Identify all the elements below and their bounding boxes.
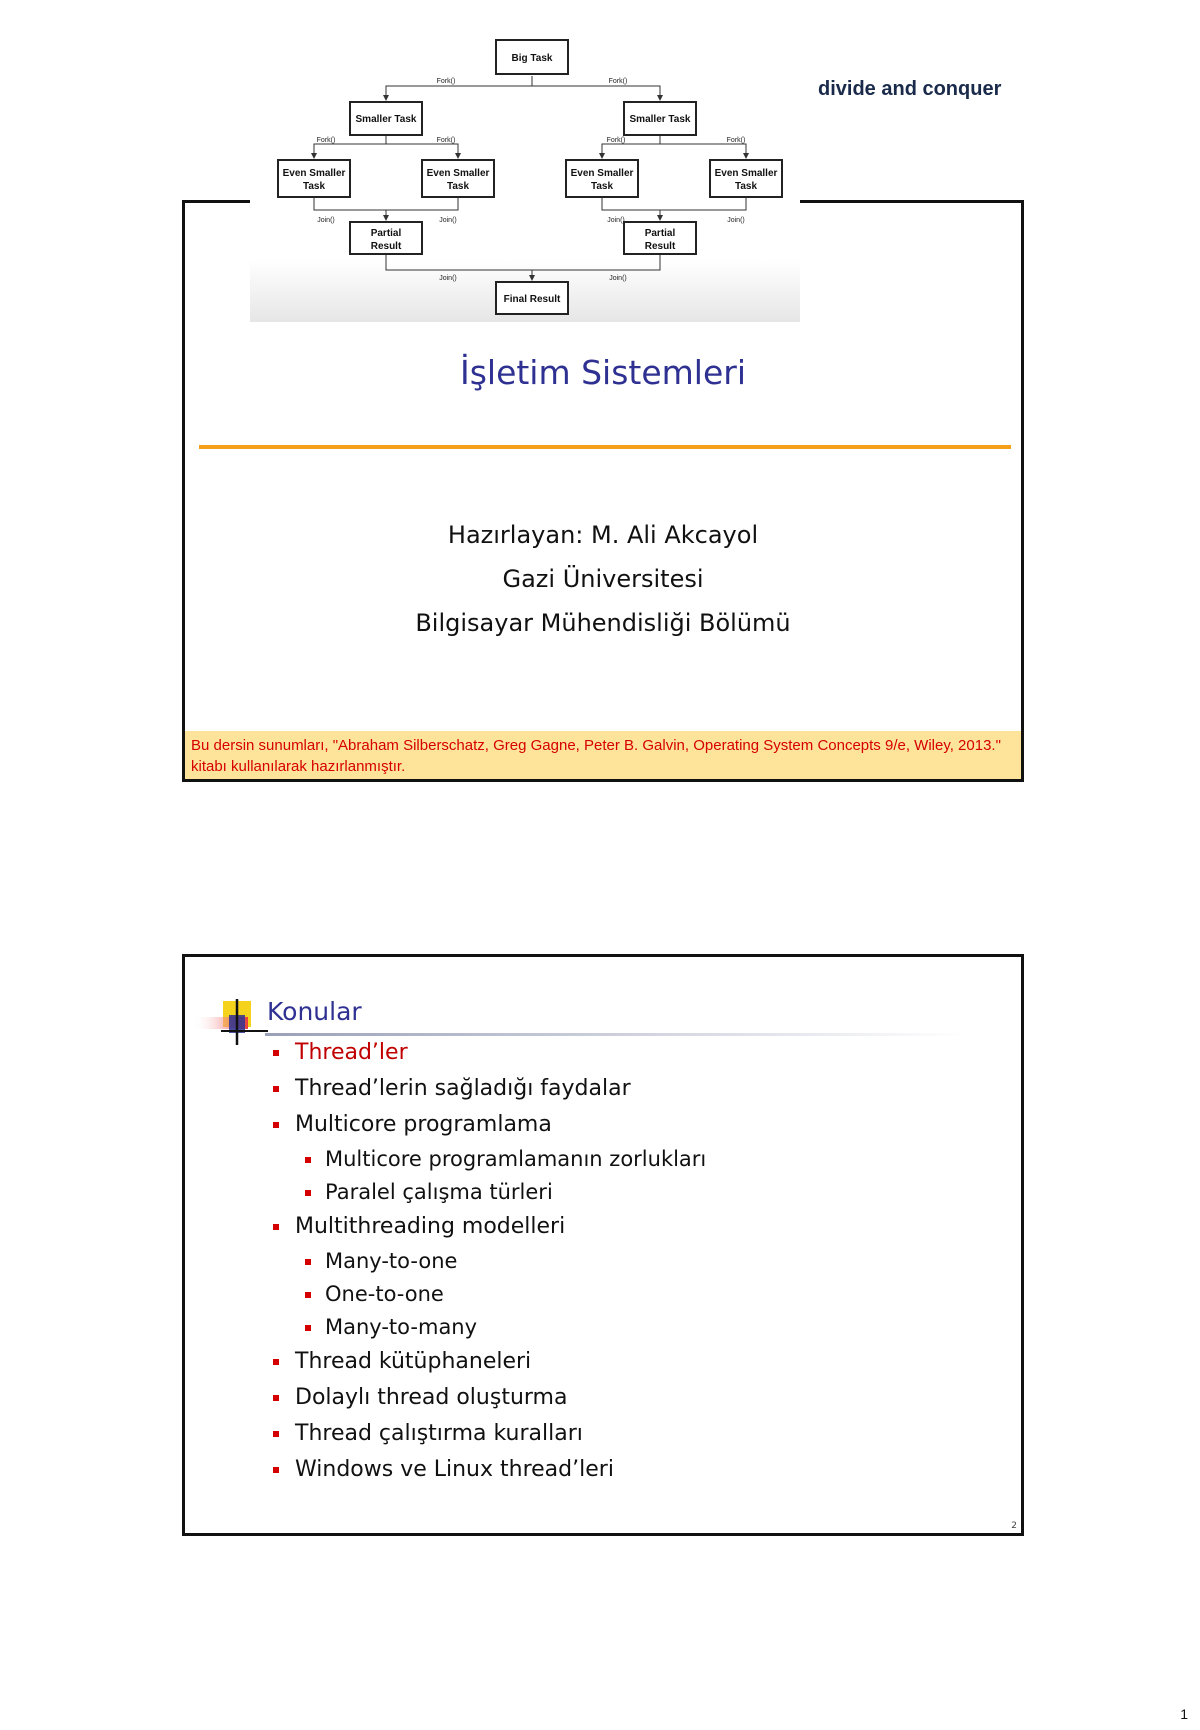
tagline: divide and conquer [818, 78, 1002, 100]
list-item [265, 1035, 706, 1071]
list-item-text: Multicore programlamanın zorlukları [325, 1147, 707, 1171]
list-item-text: Many-to-many [325, 1315, 478, 1339]
list-item [265, 1071, 706, 1107]
list-item [265, 1107, 706, 1143]
node-even-smaller-3-l1: Even Smaller [570, 168, 634, 179]
list-item [265, 1452, 706, 1488]
bullet-icon [273, 1086, 279, 1092]
list-item-text: Multicore programlama [295, 1112, 552, 1137]
department-line: Bilgisayar Mühendisliği Bölümü [415, 609, 791, 637]
bullet-icon [273, 1467, 279, 1473]
list-item-text: Thread’ler [295, 1040, 408, 1065]
slide-title: Konular [267, 997, 362, 1026]
list-item-text: Windows ve Linux thread’leri [295, 1457, 614, 1482]
bullet-icon [273, 1122, 279, 1128]
topic-list [265, 1035, 706, 1488]
edge-label-join: Join() [317, 217, 335, 224]
edge-label-fork: Fork() [606, 137, 626, 144]
node-even-smaller-4-l1: Even Smaller [714, 168, 778, 179]
edge-label-fork: Fork() [608, 78, 628, 85]
bullet-icon [305, 1259, 311, 1265]
node-big-task: Big Task [511, 53, 553, 64]
bullet-icon [273, 1050, 279, 1056]
list-subitem [303, 1176, 706, 1209]
node-even-smaller-2-l2: Task [446, 181, 470, 192]
node-even-smaller-2-l1: Even Smaller [426, 168, 490, 179]
edge-label-fork: Fork() [726, 137, 746, 144]
list-item-text: Dolaylı thread oluşturma [295, 1385, 568, 1410]
list-subitem [303, 1311, 706, 1344]
fork-join-diagram [250, 20, 800, 322]
node-partial-right-l2: Result [644, 241, 676, 252]
list-item-text: Thread’lerin sağladığı faydalar [295, 1076, 631, 1101]
orange-divider [199, 445, 1011, 449]
edge-label-fork: Fork() [436, 78, 456, 85]
bullet-icon [305, 1190, 311, 1196]
node-even-smaller-4-l2: Task [734, 181, 758, 192]
university-line: Gazi Üniversitesi [502, 565, 704, 593]
bullet-icon [273, 1224, 279, 1230]
node-even-smaller-1-l1: Even Smaller [282, 168, 346, 179]
topics-slide [182, 954, 1024, 1536]
list-item-text: Thread kütüphaneleri [295, 1349, 532, 1374]
node-final-result: Final Result [503, 294, 561, 305]
edge-label-join: Join() [439, 217, 457, 224]
source-note: Bu dersin sunumları, "Abraham Silberschatz, Greg Gagne, Peter B. Galvin, Operating System Concepts 9/e, Wiley, 2013." kitabı kullanılarak hazırlanmıştır. [185, 731, 1021, 779]
bullet-icon [305, 1325, 311, 1331]
node-smaller-task-right: Smaller Task [629, 114, 691, 125]
list-subitem [303, 1245, 706, 1278]
edge-label-join: Join() [727, 217, 745, 224]
bullet-icon [273, 1359, 279, 1365]
list-subitem [303, 1143, 706, 1176]
edge-label-join: Join() [439, 275, 457, 282]
edge-label-join: Join() [609, 275, 627, 282]
list-item [265, 1416, 706, 1452]
node-even-smaller-1-l2: Task [302, 181, 326, 192]
bullet-icon [273, 1431, 279, 1437]
list-subitem [303, 1278, 706, 1311]
list-item [265, 1380, 706, 1416]
bullet-icon [305, 1292, 311, 1298]
slide-number: 2 [1011, 1521, 1017, 1531]
list-item-text: Paralel çalışma türleri [325, 1180, 553, 1204]
author-block [185, 513, 1021, 645]
list-item-text: One-to-one [325, 1282, 444, 1306]
bullet-icon [305, 1157, 311, 1163]
list-item-text: Multithreading modelleri [295, 1214, 566, 1239]
node-smaller-task-left: Smaller Task [355, 114, 417, 125]
list-item-text: Many-to-one [325, 1249, 458, 1273]
edge-label-join: Join() [607, 217, 625, 224]
list-item-text: Thread çalıştırma kuralları [295, 1421, 583, 1446]
author-line: Hazırlayan: M. Ali Akcayol [447, 521, 759, 549]
node-even-smaller-3-l2: Task [590, 181, 614, 192]
list-item [265, 1209, 706, 1245]
node-partial-right-l1: Partial [644, 228, 676, 239]
slide-title: İşletim Sistemleri [459, 353, 747, 392]
bullet-icon [273, 1395, 279, 1401]
slide-logo-icon [193, 999, 268, 1049]
page-number: 1 [1180, 1706, 1188, 1722]
fork-join-svg [250, 20, 800, 322]
node-partial-left-l1: Partial [370, 228, 402, 239]
list-item [265, 1344, 706, 1380]
node-partial-left-l2: Result [370, 241, 402, 252]
edge-label-fork: Fork() [436, 137, 456, 144]
edge-label-fork: Fork() [316, 137, 336, 144]
